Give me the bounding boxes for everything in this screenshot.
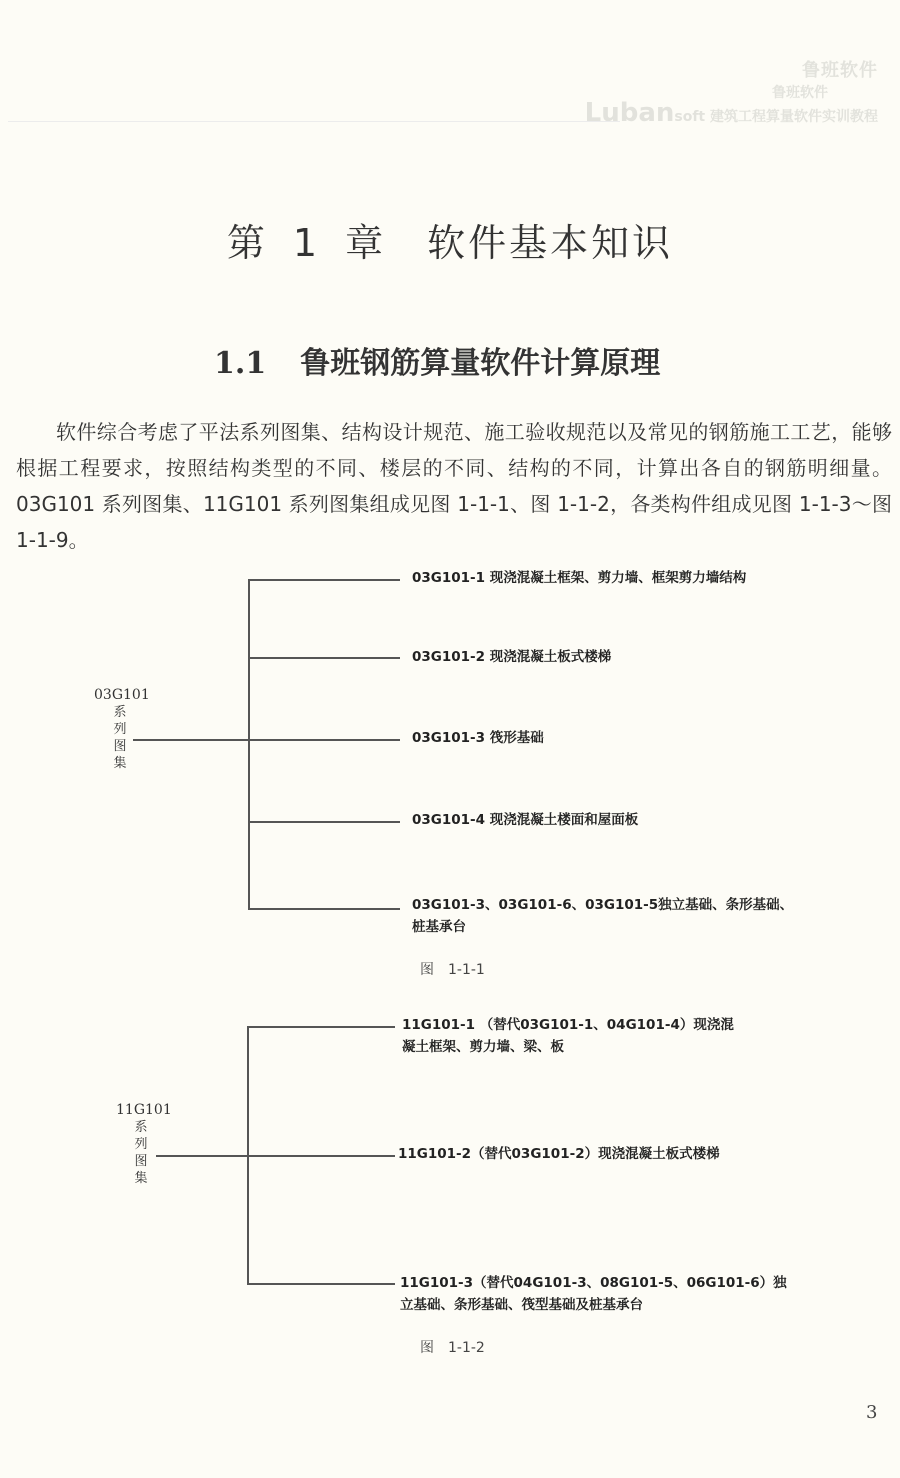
section-number: 1.1: [214, 346, 267, 381]
figure2-root-char: 系: [134, 1120, 148, 1135]
figure2-root-char: 集: [134, 1171, 148, 1186]
header-rule: [8, 121, 620, 122]
figure1-root-char: 集: [113, 756, 127, 771]
figure1-trunk-line: [248, 579, 250, 909]
figure2-leaf: 11G101-3（替代04G101-3、08G101-5、06G101-6）独 立基础、条形基础、筏型基础及桩基承台: [400, 1275, 787, 1313]
figure1-leaf: 03G101-3、03G101-6、03G101-5独立基础、条形基础、 桩基承台: [412, 897, 794, 935]
figure1-branch-line: [248, 657, 400, 659]
page-number: 3: [866, 1402, 878, 1423]
figure2-root-char: 图: [134, 1154, 148, 1169]
figure1-branch-line: [248, 739, 400, 741]
figure1-root-char: 系: [113, 705, 127, 720]
figure1-leaf: 03G101-4 现浇混凝土楼面和屋面板: [412, 812, 639, 828]
figure1-root-char: 列: [113, 722, 127, 737]
figure1-root-connector: [133, 739, 249, 741]
figure1-branch-line: [248, 821, 400, 823]
brand-logo: Lubansoft 建筑工程算量软件实训教程: [584, 98, 878, 128]
figure2-root-label: [116, 1101, 172, 1187]
section-title: [214, 338, 660, 382]
brand-line2: 鲁班软件: [772, 85, 828, 101]
figure2-root-char: 列: [134, 1137, 148, 1152]
figure1-root-label: [94, 686, 150, 772]
figure2-branch-line: [247, 1283, 395, 1285]
brand-line1: 鲁班软件: [802, 60, 878, 81]
figure2-leaf: 11G101-2（替代03G101-2）现浇混凝土板式楼梯: [398, 1146, 720, 1162]
figure2-root-code: 11G101: [116, 1102, 172, 1118]
section-heading: 鲁班钢筋算量软件计算原理: [300, 346, 661, 381]
chapter-title: 第 1 章 软件基本知识: [226, 221, 674, 265]
figure1-leaf: 03G101-1 现浇混凝土框架、剪力墙、框架剪力墙结构: [412, 570, 747, 586]
figure2-branch-line: [247, 1026, 395, 1028]
header-watermark: [585, 56, 878, 128]
figure1-caption: 图 1-1-1: [420, 962, 485, 978]
figure1-branch-line: [248, 908, 400, 910]
figure1-root-code: 03G101: [94, 687, 150, 703]
brand-subtitle: soft 建筑工程算量软件实训教程: [674, 109, 878, 125]
body-paragraph: 软件综合考虑了平法系列图集、结构设计规范、施工验收规范以及常见的钢筋施工工艺，能够根据工程要求，按照结构类型的不同、楼层的不同、结构的不同，计算出各自的钢筋明细量。03G101 系列图集、11G101 系列图集组成见图 1-1-1、图 1-1-2，各类构件组成见图 1-1-3～图 1-1-9。: [16, 420, 892, 552]
figure1-leaf: 03G101-3 筏形基础: [412, 730, 544, 746]
figure2-branch-line: [247, 1155, 395, 1157]
figure2-leaf: 11G101-1 （替代03G101-1、04G101-4）现浇混 凝土框架、剪力墙、梁、板: [402, 1017, 734, 1055]
figure1-leaf: 03G101-2 现浇混凝土板式楼梯: [412, 649, 612, 665]
figure2-root-connector: [156, 1155, 248, 1157]
figure2-caption: 图 1-1-2: [420, 1340, 485, 1356]
figure1-root-char: 图: [113, 739, 127, 754]
figure1-branch-line: [248, 579, 400, 581]
